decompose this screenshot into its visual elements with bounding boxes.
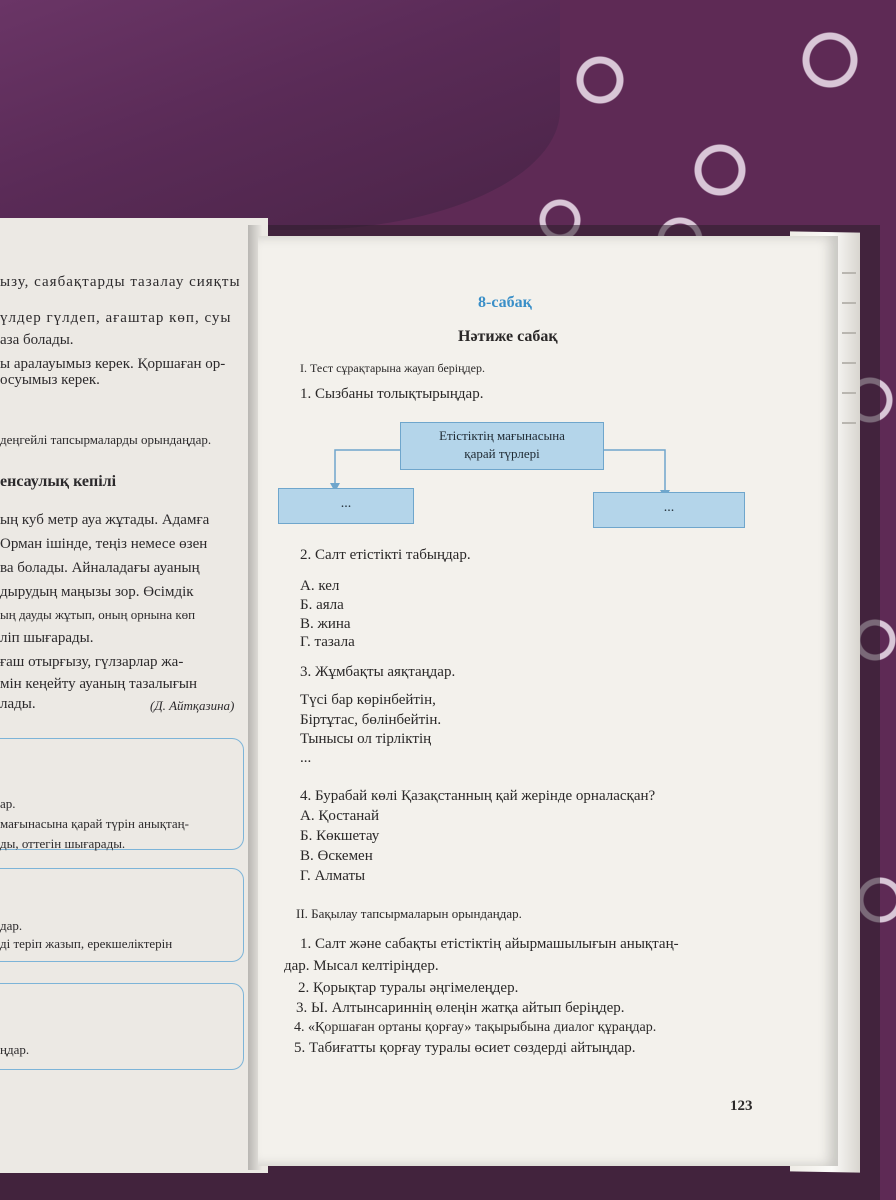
left-line: ды, оттегін шығарады. [0,836,126,851]
q2-option: Б. аяла [300,597,344,613]
q4-option: А. Қостанай [300,808,379,824]
left-heading: енсаулық кепілі [0,473,117,490]
riddle-line: Түсі бар көрінбейтін, [300,692,436,708]
question-1: 1. Сызбаны толықтырыңдар. [300,386,484,402]
left-line: осуымыз керек. [0,372,100,388]
task-line: 5. Табиғатты қорғау туралы өсиет сөздерді айтыңдар. [294,1040,636,1056]
left-line: мін кеңейту ауаның тазалығын [0,676,197,692]
lesson-number: 8-сабақ [478,294,532,311]
riddle-line: Тынысы ол тірліктің [300,731,432,747]
diagram-root-box [400,422,604,470]
diagram-right-box: ... [593,492,745,528]
diagram-root-line2: қарай түрлері [464,446,540,461]
left-line: мағынасына қарай түрін анықтаң- [0,816,189,831]
section-heading-1: I. Тест сұрақтарына жауап беріңдер. [300,361,485,375]
q4-option: Г. Алматы [300,868,366,884]
question-3: 3. Жұмбақты аяқтаңдар. [300,664,456,680]
q2-option: А. кел [300,578,340,594]
left-line: ді теріп жазып, ерекшеліктерін [0,936,173,951]
left-line: ызу, саябақтарды тазалау сияқты [0,274,241,290]
left-line: ліп шығарады. [0,630,94,646]
lesson-title: Нәтиже сабақ [458,328,558,345]
diagram-left-box: ... [278,488,414,524]
task-box [0,983,244,1070]
left-line: ы аралауымыз керек. Қоршаған ор- [0,356,226,372]
left-line: лады. [0,696,36,712]
q4-option: Б. Көкшетау [300,828,380,844]
left-line: үлдер гүлдеп, ағаштар көп, суы [0,310,232,326]
left-line: ар. [0,796,16,811]
citation: (Д. Айтқазина) [150,698,235,713]
left-page [0,218,268,1173]
q2-option: В. жина [300,616,351,632]
left-line: дырудың маңызы зор. Өсімдік [0,584,194,600]
left-line: ңдар. [0,1042,30,1057]
left-line: ва болады. Айналадағы ауаның [0,560,200,576]
page-edge-marks [842,272,856,452]
question-2: 2. Салт етістікті табыңдар. [300,547,471,563]
q4-option: В. Өскемен [300,848,373,864]
task-line: 2. Қорықтар туралы әңгімелеңдер. [298,980,519,996]
question-4: 4. Бурабай көлі Қазақстанның қай жерінде орналасқан? [300,788,656,804]
left-line: ғаш отырғызу, гүлзарлар жа- [0,654,184,670]
diagram-root-line1: Етістіктің мағынасына [439,428,565,443]
left-line: аза болады. [0,332,74,348]
task-box [0,738,244,850]
cloth-fold [0,0,560,230]
task-line: 4. «Қоршаған ортаны қорғау» тақырыбына диалог құраңдар. [294,1020,657,1035]
left-line: дар. [0,918,23,933]
riddle-line: Біртұтас, бөлінбейтін. [300,712,442,728]
task-line: 3. Ы. Алтынсариннің өлеңін жатқа айтып беріңдер. [296,1000,625,1016]
section-heading-2: II. Бақылау тапсырмаларын орындаңдар. [296,906,522,921]
left-line: ың дауды жұтып, оның орнына көп [0,607,196,622]
riddle-line: ... [300,750,312,766]
left-line: ың куб метр ауа жұтады. Адамға [0,512,210,528]
task-line: дар. Мысал келтіріңдер. [284,958,439,974]
left-line: деңгейлі тапсырмаларды орындаңдар. [0,432,212,447]
q2-option: Г. тазала [300,634,355,650]
task-line: 1. Салт және сабақты етістіктің айырмашылығын анықтаң- [300,936,679,952]
left-line: Орман ішінде, теңіз немесе өзен [0,536,208,552]
page-number: 123 [730,1098,753,1114]
